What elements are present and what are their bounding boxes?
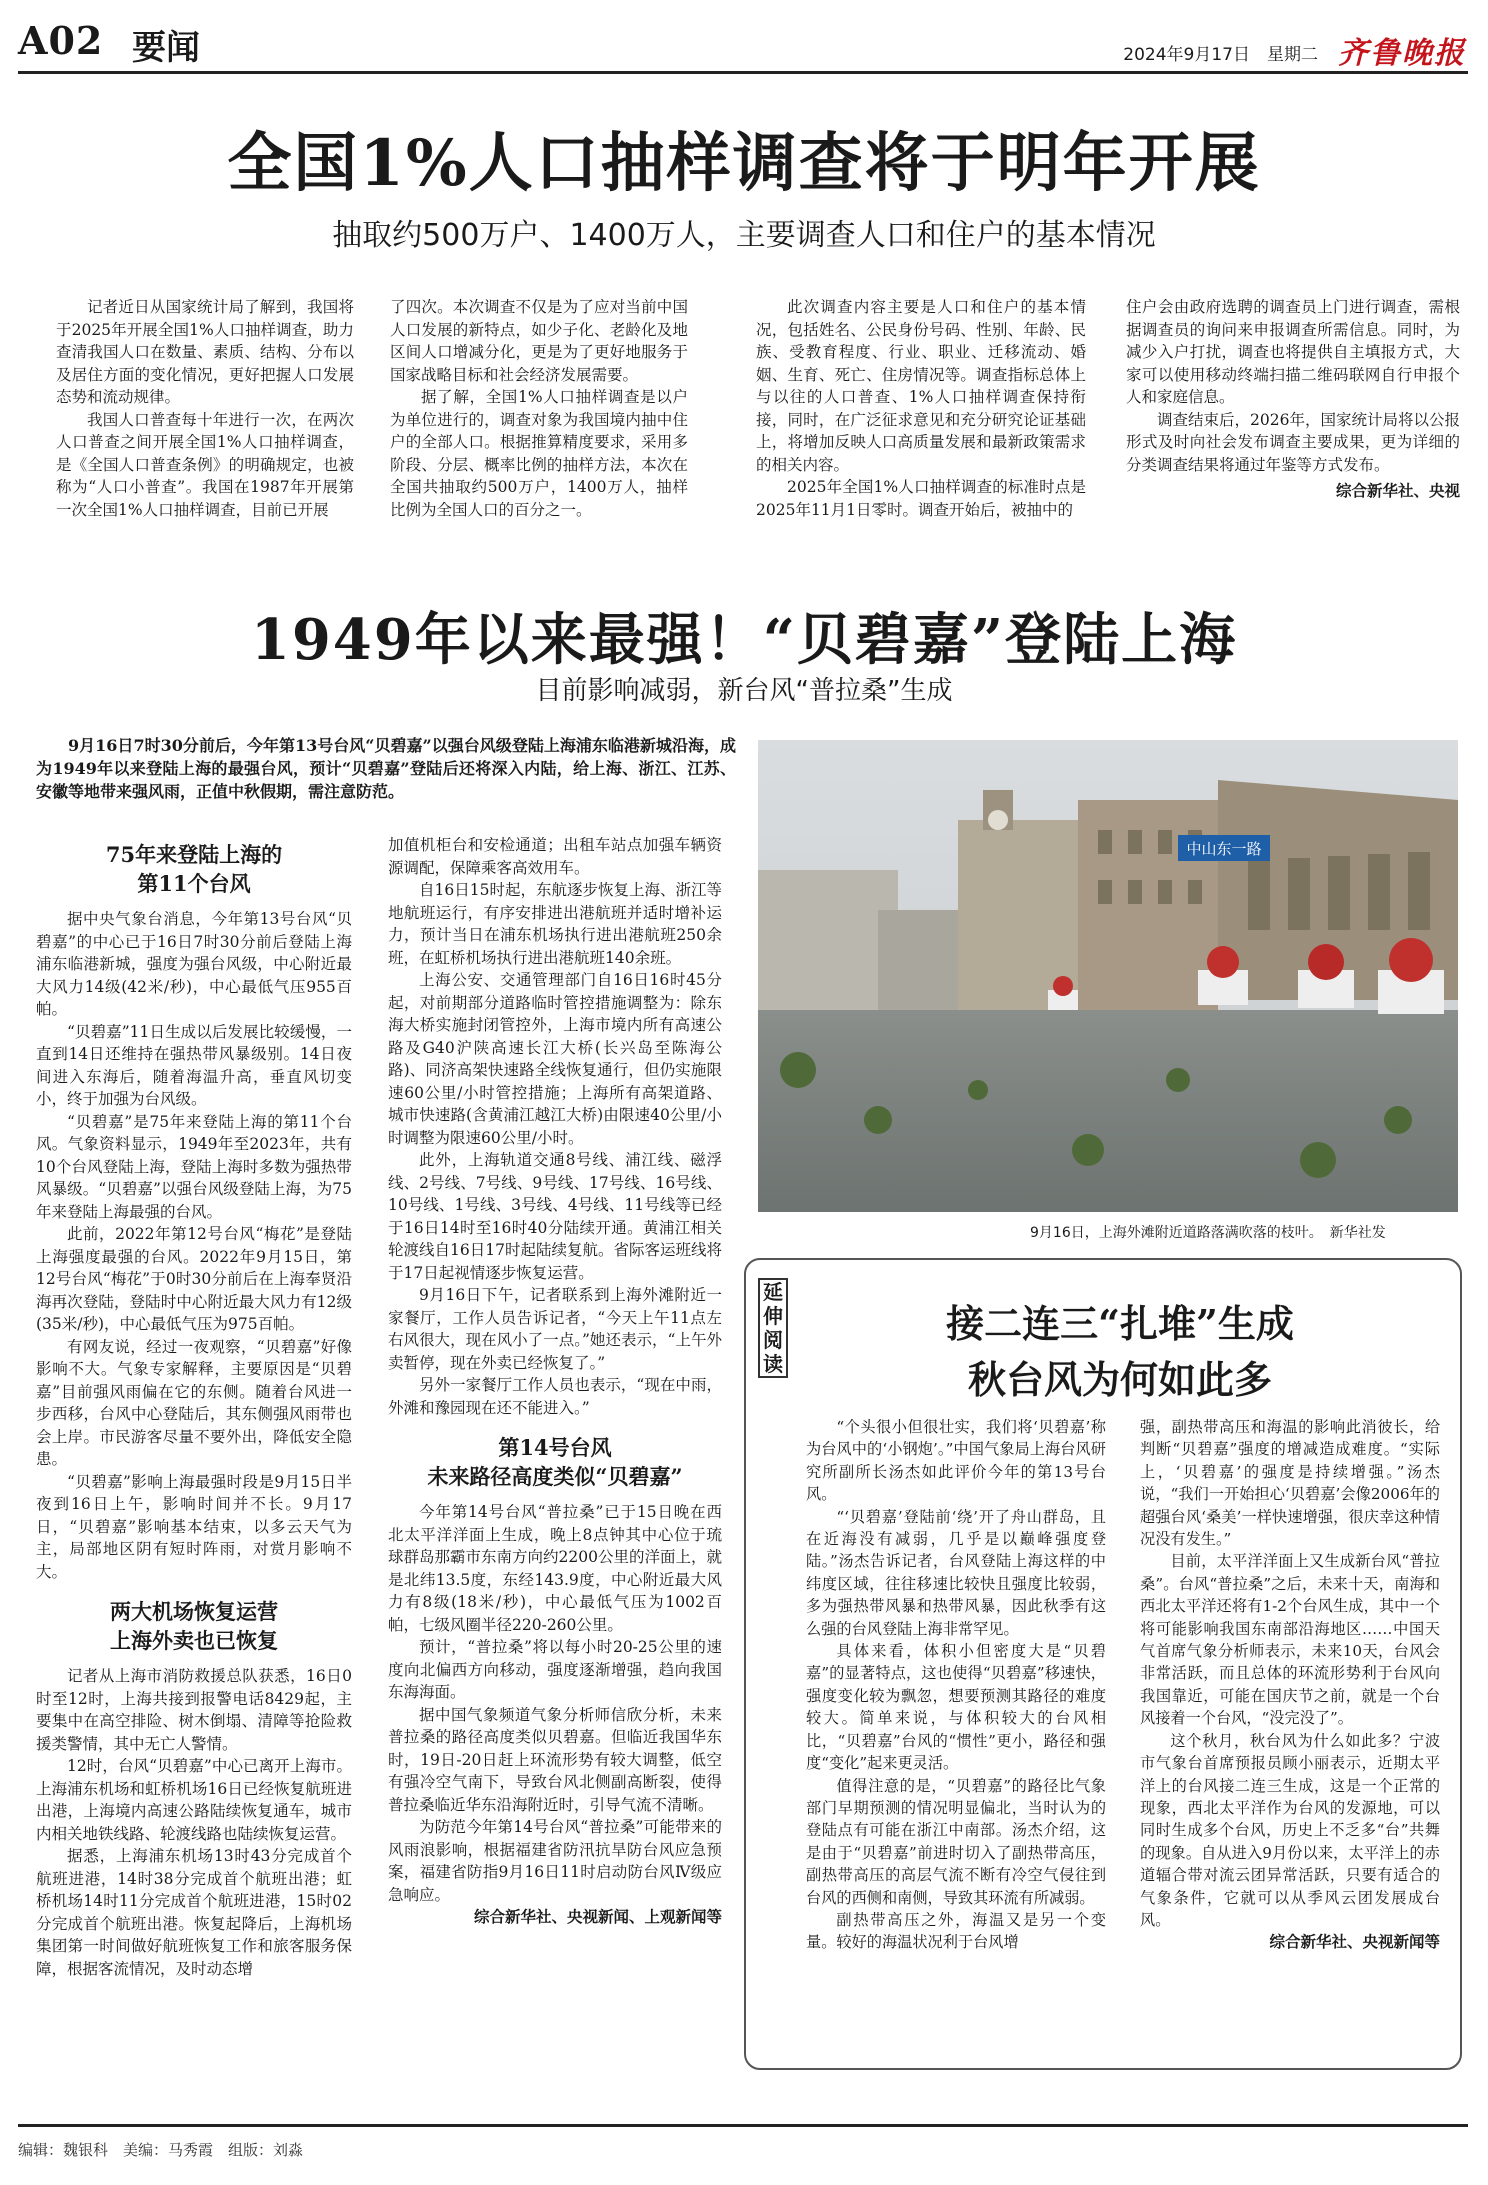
page-number: A02 <box>18 18 104 63</box>
photo-caption: 9月16日，上海外滩附近道路落满吹落的枝叶。 新华社发 <box>1030 1225 1386 1241</box>
extended-reading-tag: 延伸阅读 <box>758 1278 788 1378</box>
section-name: 要闻 <box>132 28 200 68</box>
article2-column-2 <box>388 834 722 2064</box>
paragraph: 2025年全国1%人口抽样调查的标准时点是2025年11月1日零时。调查开始后，被抽中的 <box>756 478 1086 519</box>
paragraph: 自16日15时起，东航逐步恢复上海、浙江等地航班运行，有序安排进出港航班并适时增补运力，预计当日在浦东机场执行进出港航班250余班，在虹桥机场执行进出港航班140余班。 <box>388 881 722 967</box>
page-header <box>18 14 1468 74</box>
subhead-shanghai-11th: 75年来登陆上海的 第11个台风 <box>105 842 283 896</box>
paragraph: 今年第14号台风“普拉桑”已于15日晚在西北太平洋洋面上生成，晚上8点钟其中心位于琉球群岛那霸市东南方向约2200公里的洋面上，就是北纬13.5度，东经143.9度，中心附近最大风力有8级(18米/秒)，中心最低气压为1002百帕，七级风圈半径220-260公里。 <box>388 1503 722 1634</box>
subhead-airports: 两大机场恢复运营 上海外卖也已恢复 <box>110 1599 278 1653</box>
article2-credit: 综合新华社、央视新闻、上观新闻等 <box>473 1907 722 1926</box>
article3-credit: 综合新华社、央视新闻等 <box>1269 1932 1440 1952</box>
paragraph: 调查结束后，2026年，国家统计局将以公报形式及时向社会发布调查主要成果，更为详细的分类调查结果将通过年鉴等方式发布。 <box>1126 410 1460 474</box>
article1-subtitle: 抽取约500万户、1400万人，主要调查人口和住户的基本情况 <box>332 218 1156 253</box>
article2-column-1 <box>36 834 352 2064</box>
article2-lead <box>36 734 736 828</box>
paragraph: 9月16日下午，记者联系到上海外滩附近一家餐厅，工作人员告诉记者，“今天上午11点左右风很大，现在风小了一点。”她还表示，“上午外卖暂停，现在外卖已经恢复了。” <box>388 1286 722 1372</box>
paragraph: “贝碧嘉”是75年来登陆上海的第11个台风。气象资料显示，1949年至2023年，共有10个台风登陆上海，登陆上海时多数为强热带风暴级。“贝碧嘉”以强台风级登陆上海，为75年来登陆上海最强的台风。 <box>36 1112 352 1221</box>
article1-column-1 <box>56 296 354 536</box>
paragraph: 据悉，上海浦东机场13时43分完成首个航班进港，14时38分完成首个航班出港；虹桥机场14时11分完成首个航班进港，15时02分完成首个航班出港。恢复起降后，上海机场集团第一时间做好航班恢复工作和旅客服务保障，根据客流情况，及时动态增 <box>36 1847 352 1978</box>
paragraph: 上海公安、交通管理部门自16日16时45分起，对前期部分道路临时管控措施调整为：除东海大桥实施封闭管控外，上海市境内所有高速公路及G40沪陕高速长江大桥(长兴岛至陈海公路)、同济高架快速路全线恢复通行，但仍实施限速60公里/小时管控措施；上海所有高架道路、城市快速路(含黄浦江越江大桥)由限速40公里/小时调整为限速60公里/小时。 <box>388 971 722 1147</box>
paragraph: 此外，上海轨道交通8号线、浦江线、磁浮线、2号线、7号线、9号线、17号线、16号线、10号线、1号线、3号线、4号线、11号线等已经于16日14时至16时40分陆续开通。黄浦江相关轮渡线自16日17时起陆续复航。省际客运班线将于17日起视情逐步恢复运营。 <box>388 1151 722 1282</box>
article1-column-2 <box>390 296 688 536</box>
paragraph: 具体来看，体积小但密度大是“贝碧嘉”的显著特点，这也使得“贝碧嘉”移速快，强度变化较为飘忽，想要预测其路径的难度较大。简单来说，与体积较大的台风相比，“贝碧嘉”台风的“惯性”更小，路径和强度“变化”起来更灵活。 <box>806 1642 1106 1773</box>
paragraph: 目前，太平洋洋面上又生成新台风“普拉桑”。台风“普拉桑”之后，未来十天，南海和西北太平洋还将有1-2个台风生成，其中一个将可能影响我国东南部沿海地区……中国天气首席气象分析师表示，未来10天，台风会非常活跃，而且总体的环流形势利于台风向我国靠近，可能在国庆节之前，就是一个台风接着一个台风，“没完没了”。 <box>1140 1552 1440 1728</box>
paragraph: “贝碧嘉”11日生成以后发展比较缓慢，一直到14日还维持在强热带风暴级别。14日夜间进入东海后，随着海温升高，垂直风切变小，终于加强为台风级。 <box>36 1022 352 1108</box>
paragraph: 据中央气象台消息，今年第13号台风“贝碧嘉”的中心已于16日7时30分前后登陆上海浦东临港新城，强度为强台风级，中心附近最大风力14级(42米/秒)，中心最低气压955百帕。 <box>36 910 352 1018</box>
article3-column-1 <box>806 1416 1106 2056</box>
page-footer <box>18 2124 1468 2160</box>
article1-column-4 <box>1126 296 1460 546</box>
paragraph: 另外一家餐厅工作人员也表示，“现在中雨，外滩和豫园现在还不能进入。” <box>388 1376 722 1417</box>
paragraph: 据了解，全国1%人口抽样调查是以户为单位进行的，调查对象为我国境内抽中住户的全部人口。根据推算精度要求，采用多阶段、分层、概率比例的抽样方法，本次在全国共抽取约500万户，1400万人，抽样比例为全国人口的百分之一。 <box>390 388 688 519</box>
article1-title: 全国1%人口抽样调查将于明年开展 <box>227 126 1261 201</box>
paragraph: “贝碧嘉”影响上海最强时段是9月15日半夜到16日上午，影响时间并不长。9月17日，“贝碧嘉”影响基本结束，以多云天气为主，局部地区阴有短时阵雨，对赏月影响不大。 <box>36 1472 352 1581</box>
paragraph: “个头很小但很壮实，我们将‘贝碧嘉’称为台风中的‘小钢炮’。”中国气象局上海台风研究所副所长汤杰如此评价今年的第13号台风。 <box>806 1418 1106 1504</box>
issue-date: 2024年9月17日 星期二 <box>1123 45 1318 65</box>
article3-column-2 <box>1140 1416 1440 2062</box>
lead-paragraph: 9月16日7时30分前后，今年第13号台风“贝碧嘉”以强台风级登陆上海浦东临港新城沿海，成为1949年以来登陆上海的最强台风，预计“贝碧嘉”登陆后还将深入内陆，给上海、浙江、江苏、安徽等地带来强风雨，正值中秋假期，需注意防范。 <box>36 736 736 801</box>
paragraph: 副热带高压之外，海温又是另一个变量。较好的海温状况利于台风增 <box>806 1910 1106 1952</box>
paragraph: 记者从上海市消防救援总队获悉，16日0时至12时，上海共接到报警电话8429起，主要集中在高空排险、树木倒塌、清障等抢险救援类警情，其中无亡人警情。 <box>36 1667 352 1753</box>
street-photo-illustration <box>758 740 1458 1212</box>
editor-credits: 编辑：魏银科 美编：马秀霞 组版：刘淼 <box>18 2141 304 2159</box>
paragraph: 预计，“普拉桑”将以每小时20-25公里的速度向北偏西方向移动，强度逐渐增强，趋向我国东海海面。 <box>388 1638 722 1701</box>
paragraph: “‘贝碧嘉’登陆前‘绕’开了舟山群岛，且在近海没有减弱，几乎是以巅峰强度登陆。”汤杰告诉记者，台风登陆上海这样的中纬度区域，往往移速比较快且强度比较弱，多为强热带风暴和热带风暴，因此秋季有这么强的台风登陆上海非常罕见。 <box>806 1507 1106 1638</box>
subhead-typhoon-14: 第14号台风 未来路径高度类似“贝碧嘉” <box>427 1435 683 1489</box>
paragraph: 12时，台风“贝碧嘉”中心已离开上海市。上海浦东机场和虹桥机场16日已经恢复航班进出港，上海境内高速公路陆续恢复通车，城市内相关地铁线路、轮渡线路也陆续恢复运营。 <box>36 1757 352 1843</box>
paragraph: 为防范今年第14号台风“普拉桑”可能带来的风雨浪影响，根据福建省防汛抗旱防台风应急预案，福建省防指9月16日11时启动防台风Ⅳ级应急响应。 <box>388 1818 722 1904</box>
article2-subtitle: 目前影响减弱，新台风“普拉桑”生成 <box>535 676 953 706</box>
paragraph: 住户会由政府选聘的调查员上门进行调查，需根据调查员的询问来申报调查所需信息。同时，为减少入户打扰，调查也将提供自主填报方式，大家可以使用移动终端扫描二维码联网自行申报个人和家庭信息。 <box>1126 298 1460 406</box>
article1-column-3 <box>756 296 1086 536</box>
paragraph: 有网友说，经过一夜观察，“贝碧嘉”好像影响不大。气象专家解释，主要原因是“贝碧嘉”目前强风雨偏在它的东侧。随着台风进一步西移，台风中心登陆后，其东侧强风雨带也会上岸。市民游客尽量不要外出，降低安全隐患。 <box>36 1337 352 1468</box>
article1-credit: 综合新华社、央视 <box>1335 481 1460 500</box>
paragraph: 加值机柜台和安检通道；出租车站点加强车辆资源调配，保障乘客高效用车。 <box>388 836 722 877</box>
paragraph: 此次调查内容主要是人口和住户的基本情况，包括姓名、公民身份号码、性别、年龄、民族、受教育程度、行业、职业、迁移流动、婚姻、生育、死亡、住房情况等。调查指标总体上与以往的人口普查、1%人口抽样调查保持衔接，同时，在广泛征求意见和充分研究论证基础上，将增加反映人口高质量发展和最新政策需求的相关内容。 <box>756 298 1086 474</box>
paragraph: 我国人口普查每十年进行一次，在两次人口普查之间开展全国1%人口抽样调查，是《全国人口普查条例》的明确规定，也被称为“人口小普查”。我国在1987年开展第一次全国1%人口抽样调查，目前已开展 <box>56 410 354 519</box>
article2-title: 1949年以来最强！“贝碧嘉”登陆上海 <box>250 607 1238 673</box>
street-sign-text: 中山东一路 <box>1186 840 1262 858</box>
paragraph: 此前，2022年第12号台风“梅花”是登陆上海强度最强的台风。2022年9月15日，第12号台风“梅花”于0时30分前后在上海奉贤沿海再次登陆，登陆时中心附近最大风力有12级(35米/秒)，中心最低气压为975百帕。 <box>36 1225 352 1333</box>
paragraph: 强，副热带高压和海温的影响此消彼长，给判断“贝碧嘉”强度的增减造成难度。“实际上，‘贝碧嘉’的强度是持续增强。”汤杰说，“我们一开始担心‘贝碧嘉’会像2006年的超强台风‘桑美’一样快速增强，很庆幸这种情况没有发生。” <box>1140 1418 1440 1549</box>
article3-title: 接二连三“扎堆”生成 秋台风为何如此多 <box>946 1301 1294 1402</box>
paragraph: 了四次。本次调查不仅是为了应对当前中国人口发展的新特点，如少子化、老龄化及地区间人口增减分化，更是为了更好地服务于国家战略目标和社会经济发展需要。 <box>390 298 688 384</box>
news-photo <box>758 740 1458 1212</box>
paragraph: 这个秋月，秋台风为什么如此多？宁波市气象台首席预报员顾小丽表示，近期太平洋上的台风接二连三生成，这是一个正常的现象，西北太平洋作为台风的发源地，可以同时生成多个台风，历史上不乏多“台”共舞的现象。自从进入9月份以来，太平洋上的赤道辐合带对流云团异常活跃，只要有适合的气象条件，它就可以从季风云团发展成台风。 <box>1140 1731 1440 1929</box>
paragraph: 记者近日从国家统计局了解到，我国将于2025年开展全国1%人口抽样调查，助力查清我国人口在数量、素质、结构、分布以及居住方面的变化情况，更好把握人口发展态势和流动规律。 <box>56 298 354 406</box>
paragraph: 值得注意的是，“贝碧嘉”的路径比气象部门早期预测的情况明显偏北，当时认为的登陆点有可能在浙江中南部。汤杰介绍，这是由于“贝碧嘉”前进时切入了副热带高压，副热带高压的高层气流不断有冷空气侵往到台风的西侧和南侧，导致其环流有所减弱。 <box>806 1776 1106 1907</box>
paragraph: 据中国气象频道气象分析师信欣分析，未来普拉桑的路径高度类似贝碧嘉。但临近我国华东时，19日-20日赶上环流形势有较大调整，低空有强冷空气南下，导致台风北侧副高断裂，使得普拉桑临近华东沿海附近时，引导气流不清晰。 <box>388 1705 722 1814</box>
paper-logo: 齐鲁晚报 <box>1338 36 1466 71</box>
